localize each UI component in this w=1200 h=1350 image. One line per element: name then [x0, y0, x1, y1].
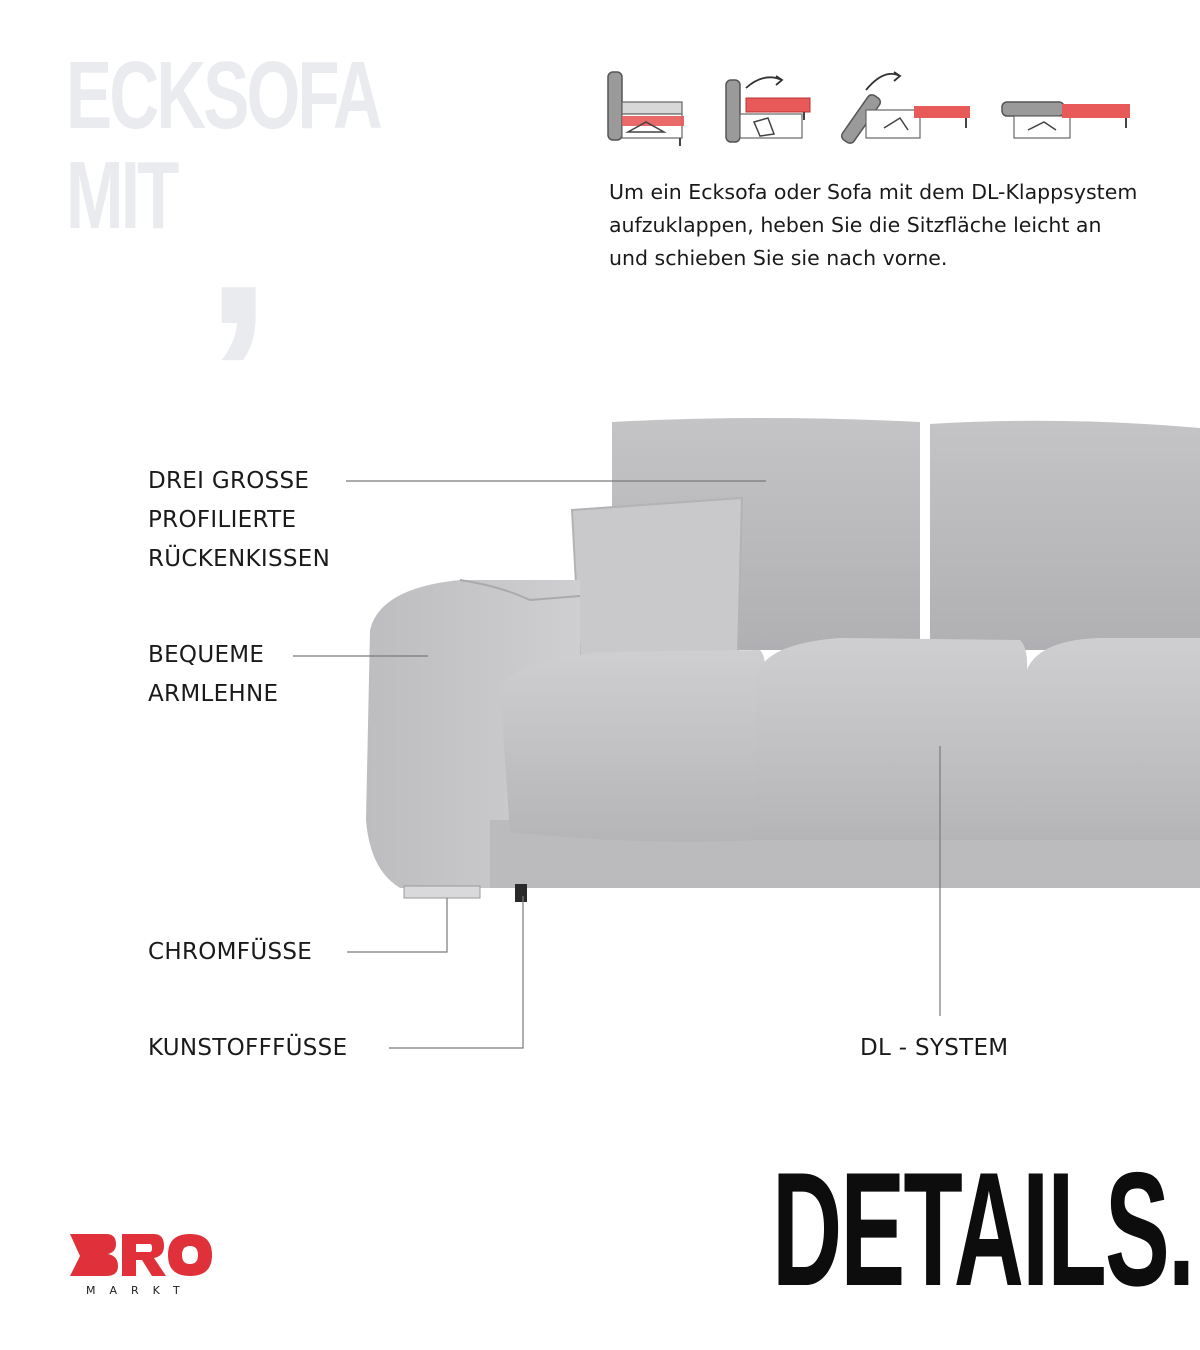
step-2-icon [726, 76, 810, 142]
svg-text:MARKT: MARKT [86, 1284, 194, 1297]
details-headline: DETAILS. [772, 1139, 1194, 1320]
label-back-cushions-line-1: DREI GROSSE [148, 468, 310, 494]
logo-wordmark [70, 1234, 212, 1276]
label-back-cushions-line-3: RÜCKENKISSEN [148, 546, 331, 572]
label-back-cushions [148, 462, 330, 579]
unfolding-steps-illustration [606, 70, 1141, 148]
label-armrest-line-2: ARMLEHNE [148, 681, 279, 707]
hero-title-line-2: MIT [66, 142, 177, 249]
hero-title-line-1: ECKSOFA [66, 42, 380, 149]
label-back-cushions-line-2: PROFILIERTE [148, 507, 297, 533]
label-plastic-feet: KUNSTOFFFÜSSE [148, 1035, 348, 1061]
unfolding-instructions: Um ein Ecksofa oder Sofa mit dem DL-Klappsystem aufzuklappen, heben Sie die Sitzfläche leicht an und schieben Sie sie nach vorne. [609, 180, 1138, 270]
label-armrest-line-1: BEQUEME [148, 642, 265, 668]
sofa-image [340, 400, 1200, 920]
bro-markt-logo [66, 1230, 216, 1300]
step-4-icon [1002, 102, 1130, 138]
label-chrome-feet: CHROMFÜSSE [148, 939, 313, 965]
label-armrest [148, 636, 278, 714]
step-3-icon [840, 72, 970, 145]
logo-subtitle [86, 1284, 194, 1297]
step-1-icon [608, 72, 684, 146]
hero-comma-mark: , [205, 106, 272, 374]
label-dl-system: DL - SYSTEM [860, 1035, 1009, 1061]
